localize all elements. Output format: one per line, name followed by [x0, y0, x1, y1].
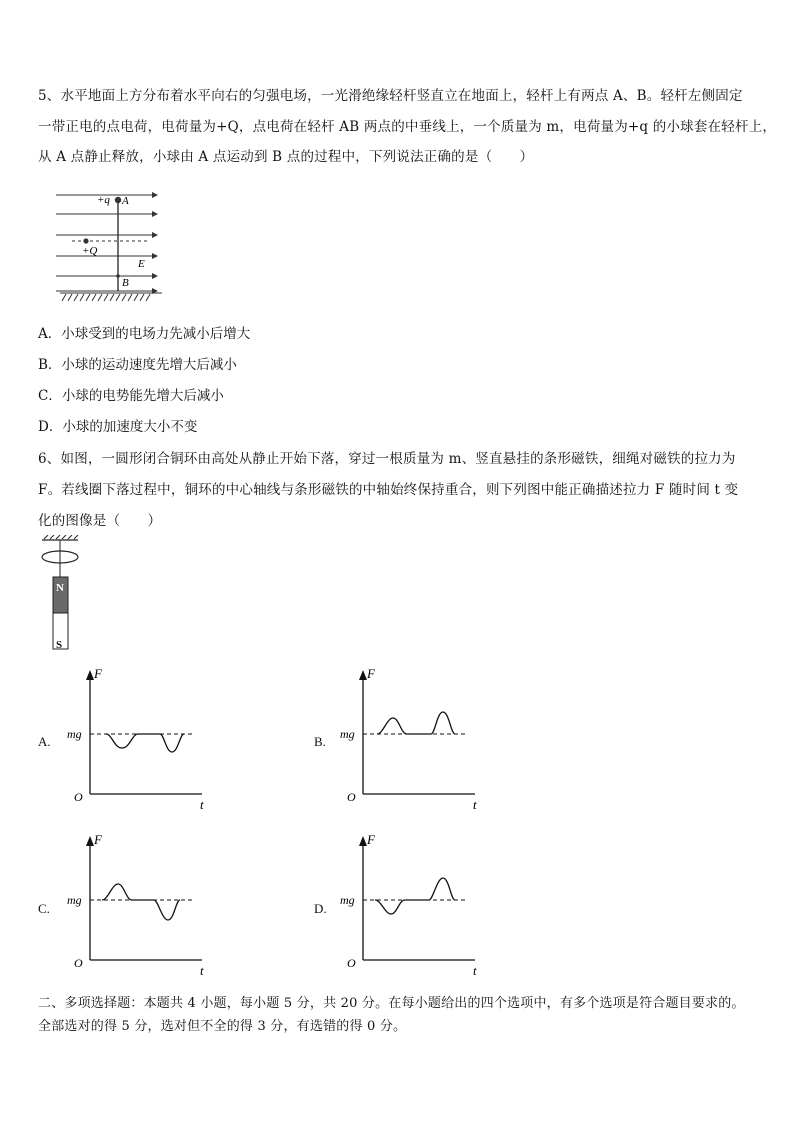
graph-c-option-label: C. — [38, 901, 50, 916]
q5-option-b: B．小球的运动速度先增大后减小 — [38, 357, 237, 373]
graph-b-origin: O — [347, 790, 356, 804]
graph-b-mg-label: mg — [340, 727, 355, 741]
graph-a — [62, 664, 222, 814]
magnet-north-label: N — [56, 582, 64, 594]
graph-c-origin: O — [74, 956, 83, 970]
section2-header-line-2: 全部选对的得 5 分，选对但不全的得 3 分，有选错的得 0 分。 — [38, 1019, 407, 1034]
graph-a-option-label: A. — [38, 734, 51, 749]
graph-c-xlabel: t — [200, 963, 204, 978]
graph-d-xlabel: t — [473, 963, 477, 978]
q5-stem-line-2: 一带正电的点电荷，电荷量为+Q，点电荷在轻杆 AB 两点的中垂线上，一个质量为 m，电荷量为+q 的小球套在轻杆上， — [38, 119, 777, 135]
graph-a-mg-label: mg — [67, 727, 82, 741]
label-plus-Q: +Q — [82, 245, 98, 257]
q5-option-d: D．小球的加速度大小不变 — [38, 419, 198, 435]
q6-stem-line-1: 6、如图，一圆形闭合铜环由高处从静止开始下落，穿过一根质量为 m、竖直悬挂的条形磁铁，细绳对磁铁的拉力为 — [38, 451, 736, 467]
graph-b-xlabel: t — [473, 797, 477, 812]
q5-stem-line-1: 5、水平地面上方分布着水平向右的匀强电场，一光滑绝缘轻杆竖直立在地面上，轻杆上有两点 A、B。轻杆左侧固定 — [38, 88, 743, 104]
graph-d — [335, 830, 495, 980]
graph-d-ylabel: F — [367, 832, 375, 847]
graph-a-origin: O — [74, 790, 83, 804]
label-point-a: A — [122, 195, 129, 207]
label-field-e: E — [138, 258, 145, 270]
q5-stem-line-3: 从 A 点静止释放，小球由 A 点运动到 B 点的过程中，下列说法正确的是（ ） — [38, 149, 534, 165]
graph-d-mg-label: mg — [340, 893, 355, 907]
graph-b — [335, 664, 495, 814]
graph-a-ylabel: F — [94, 666, 102, 681]
q6-magnet-ring-figure — [36, 535, 86, 655]
graph-c-mg-label: mg — [67, 893, 82, 907]
label-point-b: B — [122, 277, 129, 289]
graph-d-origin: O — [347, 956, 356, 970]
q6-stem-line-3: 化的图像是（ ） — [38, 513, 162, 529]
graph-b-option-label: B. — [314, 734, 326, 749]
graph-c — [62, 830, 222, 980]
graph-a-xlabel: t — [200, 797, 204, 812]
graph-b-ylabel: F — [367, 666, 375, 681]
magnet-south-label: S — [56, 639, 63, 651]
graph-d-option-label: D. — [314, 901, 327, 916]
label-plus-q: +q — [97, 194, 110, 206]
q5-electric-field-figure — [50, 180, 170, 306]
q5-option-a: A．小球受到的电场力先减小后增大 — [38, 326, 251, 342]
graph-c-ylabel: F — [94, 832, 102, 847]
section2-header-line-1: 二、多项选择题：本题共 4 小题，每小题 5 分，共 20 分。在每小题给出的四个选项中，有多个选项是符合题目要求的。 — [38, 996, 745, 1011]
q6-stem-line-2: F。若线圈下落过程中，铜环的中心轴线与条形磁铁的中轴始终保持重合，则下列图中能正确描述拉力 F 随时间 t 变 — [38, 482, 739, 498]
q5-option-c: C．小球的电势能先增大后减小 — [38, 388, 224, 404]
